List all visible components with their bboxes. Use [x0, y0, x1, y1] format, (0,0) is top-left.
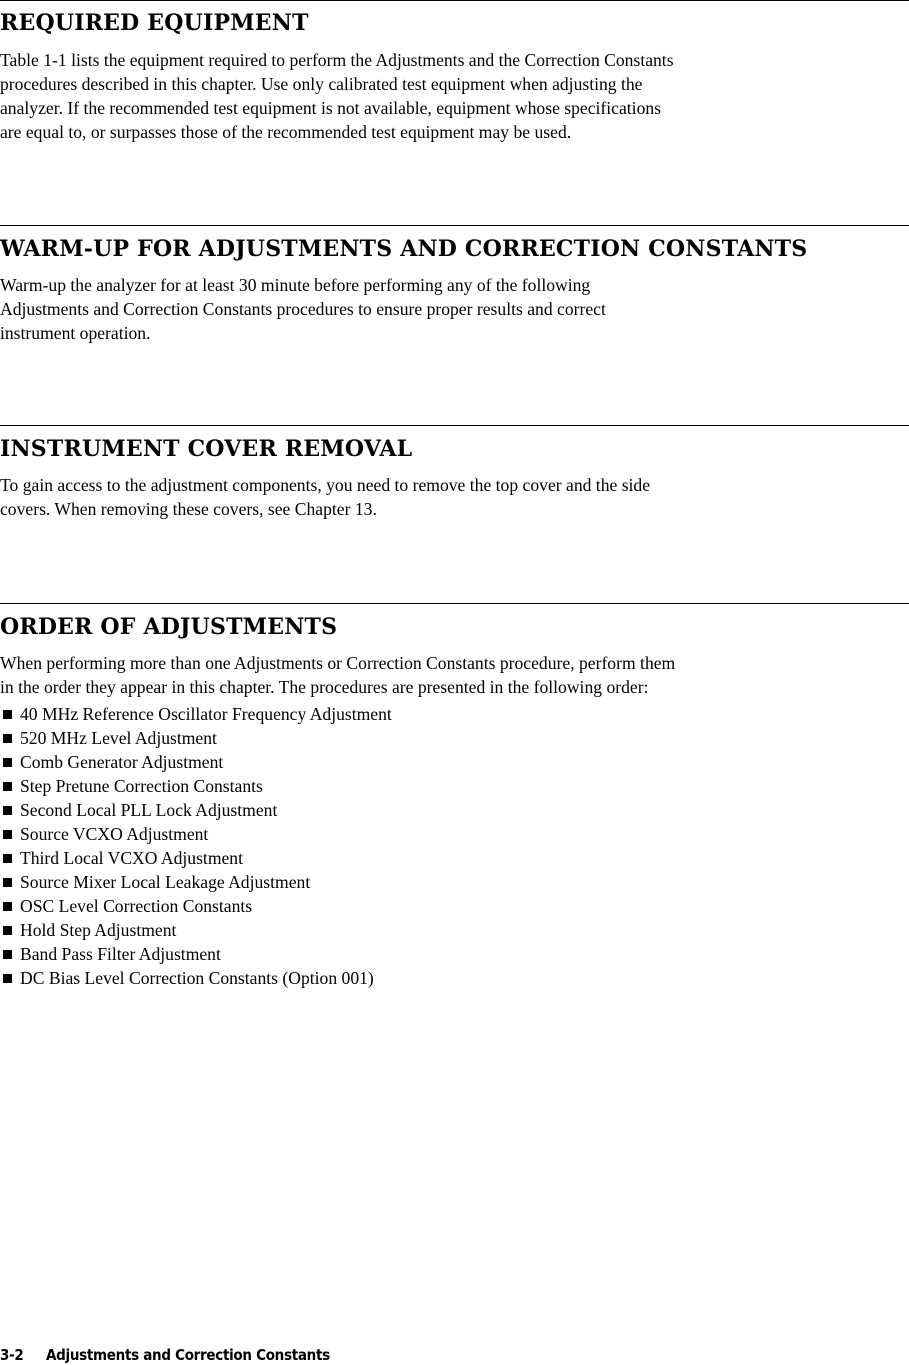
page-footer: [0, 1345, 909, 1365]
bullet-icon: [3, 878, 12, 887]
section-heading: WARM-UP FOR ADJUSTMENTS AND CORRECTION CONSTANTS: [0, 236, 808, 262]
list-item: [0, 894, 909, 918]
list-item: [0, 702, 909, 726]
section-order-of-adjustments: [0, 603, 909, 990]
bullet-icon: [3, 806, 12, 815]
body-line: To gain access to the adjustment components, you need to remove the top cover and the side: [0, 475, 651, 495]
bullet-icon: [3, 902, 12, 911]
section-body: [0, 36, 909, 144]
body-line: instrument operation.: [0, 323, 151, 343]
body-line: Warm-up the analyzer for at least 30 minute before performing any of the following: [0, 275, 591, 295]
list-item: [0, 726, 909, 750]
bullet-icon: [3, 782, 12, 791]
body-line: analyzer. If the recommended test equipment is not available, equipment whose specifications: [0, 98, 662, 118]
list-item: [0, 846, 909, 870]
chapter-title: Adjustments and Correction Constants: [46, 1346, 330, 1364]
list-item: [0, 966, 909, 990]
bullet-icon: [3, 950, 12, 959]
list-item-label: Hold Step Adjustment: [20, 920, 177, 940]
section-heading: INSTRUMENT COVER REMOVAL: [0, 436, 413, 462]
list-item-label: Source VCXO Adjustment: [20, 824, 209, 844]
section-warm-up: [0, 225, 909, 345]
section-body: [0, 462, 909, 521]
bullet-icon: [3, 830, 12, 839]
list-item-label: Step Pretune Correction Constants: [20, 776, 263, 796]
list-item: [0, 798, 909, 822]
bullet-icon: [3, 926, 12, 935]
list-item: [0, 774, 909, 798]
body-line: When performing more than one Adjustments or Correction Constants procedure, perform them: [0, 653, 676, 673]
list-item: [0, 870, 909, 894]
list-item-label: Third Local VCXO Adjustment: [20, 848, 243, 868]
bullet-icon: [3, 974, 12, 983]
body-line: Table 1-1 lists the equipment required to perform the Adjustments and the Correction Constants: [0, 50, 674, 70]
body-line: Adjustments and Correction Constants procedures to ensure proper results and correct: [0, 299, 606, 319]
list-item-label: Comb Generator Adjustment: [20, 752, 224, 772]
section-heading: REQUIRED EQUIPMENT: [0, 10, 309, 36]
section-required-equipment: [0, 0, 909, 144]
list-item: [0, 750, 909, 774]
body-line: procedures described in this chapter. Use only calibrated test equipment when adjusting the: [0, 74, 643, 94]
body-line: in the order they appear in this chapter. The procedures are presented in the following order:: [0, 677, 649, 697]
list-item-label: Source Mixer Local Leakage Adjustment: [20, 872, 311, 892]
section-body: [0, 262, 909, 345]
body-line: are equal to, or surpasses those of the recommended test equipment may be used.: [0, 122, 572, 142]
list-item-label: 40 MHz Reference Oscillator Frequency Adjustment: [20, 704, 392, 724]
bullet-icon: [3, 710, 12, 719]
adjustment-order-list: [0, 699, 909, 990]
list-item-label: 520 MHz Level Adjustment: [20, 728, 217, 748]
bullet-icon: [3, 854, 12, 863]
bullet-icon: [3, 734, 12, 743]
section-body: [0, 640, 909, 699]
bullet-icon: [3, 758, 12, 767]
section-cover-removal: [0, 425, 909, 521]
list-item-label: DC Bias Level Correction Constants (Option 001): [20, 968, 374, 988]
body-line: covers. When removing these covers, see Chapter 13.: [0, 499, 377, 519]
list-item-label: Band Pass Filter Adjustment: [20, 944, 221, 964]
list-item: [0, 822, 909, 846]
list-item: [0, 942, 909, 966]
section-heading: ORDER OF ADJUSTMENTS: [0, 614, 338, 640]
list-item-label: Second Local PLL Lock Adjustment: [20, 800, 278, 820]
list-item: [0, 918, 909, 942]
page-number: 3-2: [0, 1346, 24, 1364]
list-item-label: OSC Level Correction Constants: [20, 896, 253, 916]
